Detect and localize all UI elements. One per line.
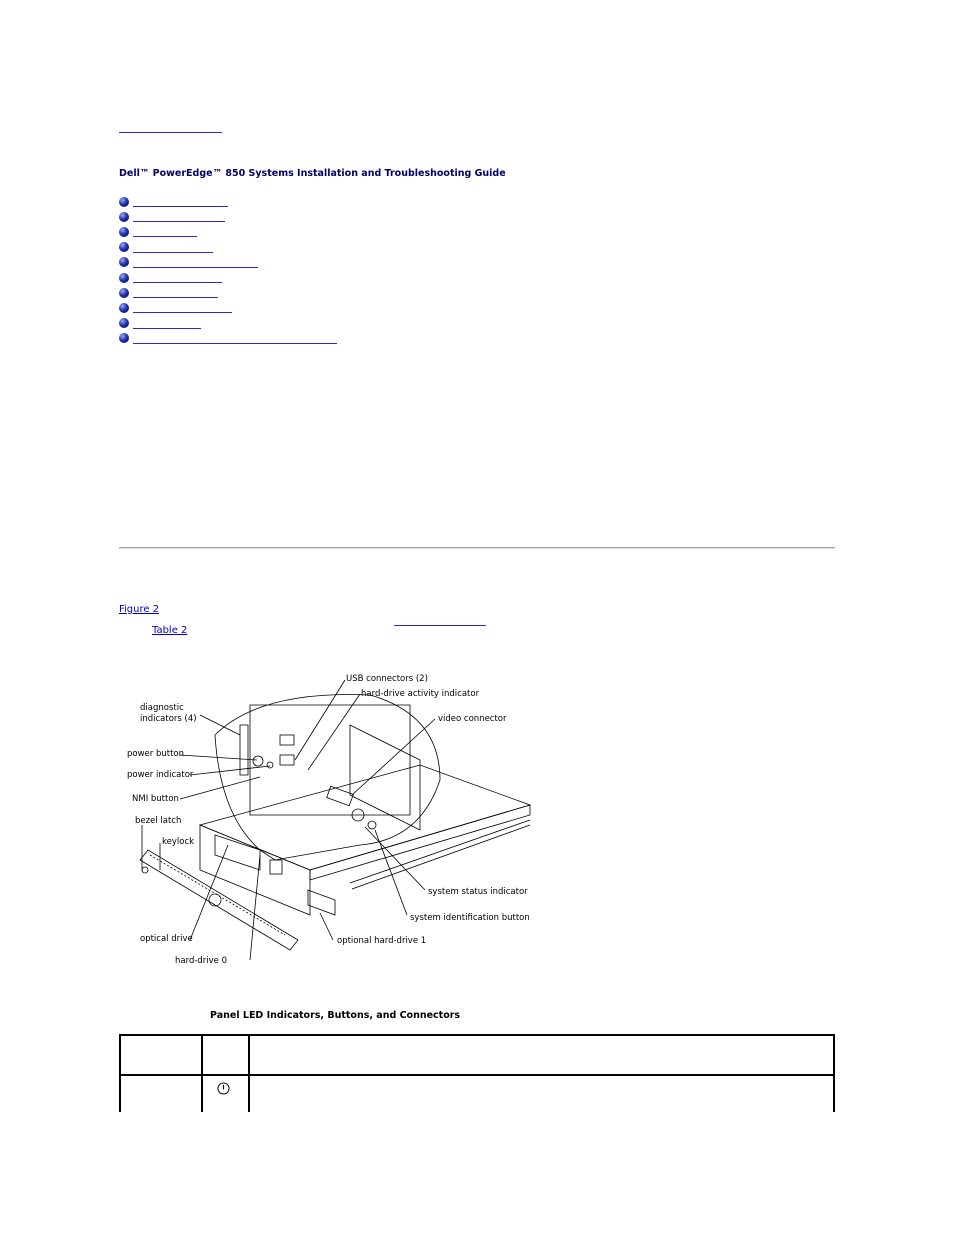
bullet-icon xyxy=(119,227,129,237)
server-illustration xyxy=(140,695,530,951)
contents-link[interactable] xyxy=(133,211,225,222)
hard-drive-0-label: hard-drive 0 xyxy=(175,956,228,966)
video-connector-label: video connector xyxy=(438,714,507,724)
contents-link[interactable] xyxy=(133,318,201,329)
table-cell xyxy=(249,1035,834,1075)
section-link[interactable] xyxy=(394,617,486,626)
optional-hard-drive-1-label: optional hard-drive 1 xyxy=(337,936,427,946)
contents-item[interactable] xyxy=(119,285,337,300)
bullet-icon xyxy=(119,257,129,267)
optical-drive-label: optical drive xyxy=(140,934,193,944)
section-divider xyxy=(119,547,835,549)
bullet-icon xyxy=(119,318,129,328)
bullet-icon xyxy=(119,333,129,343)
table-cell xyxy=(120,1035,202,1075)
table-cell xyxy=(202,1035,249,1075)
hard-drive-activity-label: hard-drive activity indicator xyxy=(361,689,480,699)
contents-item[interactable] xyxy=(119,209,337,224)
bullet-icon xyxy=(119,212,129,222)
contents-item[interactable] xyxy=(119,224,337,239)
contents-item[interactable] xyxy=(119,270,337,285)
table-cell xyxy=(120,1075,202,1112)
table-caption: Panel LED Indicators, Buttons, and Connectors xyxy=(210,1010,461,1021)
top-link[interactable] xyxy=(119,118,222,133)
contents-link[interactable] xyxy=(133,287,218,298)
table-cell xyxy=(249,1075,834,1112)
contents-link[interactable] xyxy=(133,333,337,344)
system-identification-button-label: system identification button xyxy=(410,913,530,923)
table-row xyxy=(120,1075,834,1112)
figure-ref-link[interactable]: Figure 2 xyxy=(119,604,160,615)
keylock-label: keylock xyxy=(162,837,195,847)
power-button-label: power button xyxy=(127,749,185,759)
panel-table xyxy=(119,1034,835,1112)
contents-item[interactable] xyxy=(119,255,337,270)
contents-item[interactable] xyxy=(119,240,337,255)
contents-item[interactable] xyxy=(119,331,337,346)
diagnostic-indicators-label: diagnostic xyxy=(140,703,184,713)
power-icon xyxy=(217,1082,230,1095)
usb-connectors-label: USB connectors (2) xyxy=(346,674,428,684)
contents-list xyxy=(119,194,337,346)
contents-item[interactable] xyxy=(119,300,337,315)
table-ref-link[interactable]: Table 2 xyxy=(152,625,188,636)
bullet-icon xyxy=(119,273,129,283)
guide-title: Dell™ PowerEdge™ 850 Systems Installation and Troubleshooting Guide xyxy=(119,168,506,179)
bezel-latch-label: bezel latch xyxy=(135,816,182,826)
front-panel-figure xyxy=(120,665,540,970)
bullet-icon xyxy=(119,288,129,298)
power-indicator-label: power indicator xyxy=(127,770,194,780)
contents-link[interactable] xyxy=(133,302,232,313)
table-header-row xyxy=(120,1035,834,1075)
system-status-indicator-label: system status indicator xyxy=(428,887,528,897)
contents-link[interactable] xyxy=(133,272,222,283)
contents-item[interactable] xyxy=(119,316,337,331)
diagnostic-indicators-label-2: indicators (4) xyxy=(140,714,197,724)
bullet-icon xyxy=(119,242,129,252)
table-cell xyxy=(202,1075,249,1112)
contents-link[interactable] xyxy=(133,242,213,253)
contents-link[interactable] xyxy=(133,226,197,237)
contents-item[interactable] xyxy=(119,194,337,209)
contents-link[interactable] xyxy=(133,257,258,268)
bullet-icon xyxy=(119,197,129,207)
nmi-button-label: NMI button xyxy=(132,794,179,804)
bullet-icon xyxy=(119,303,129,313)
contents-link[interactable] xyxy=(133,196,228,207)
